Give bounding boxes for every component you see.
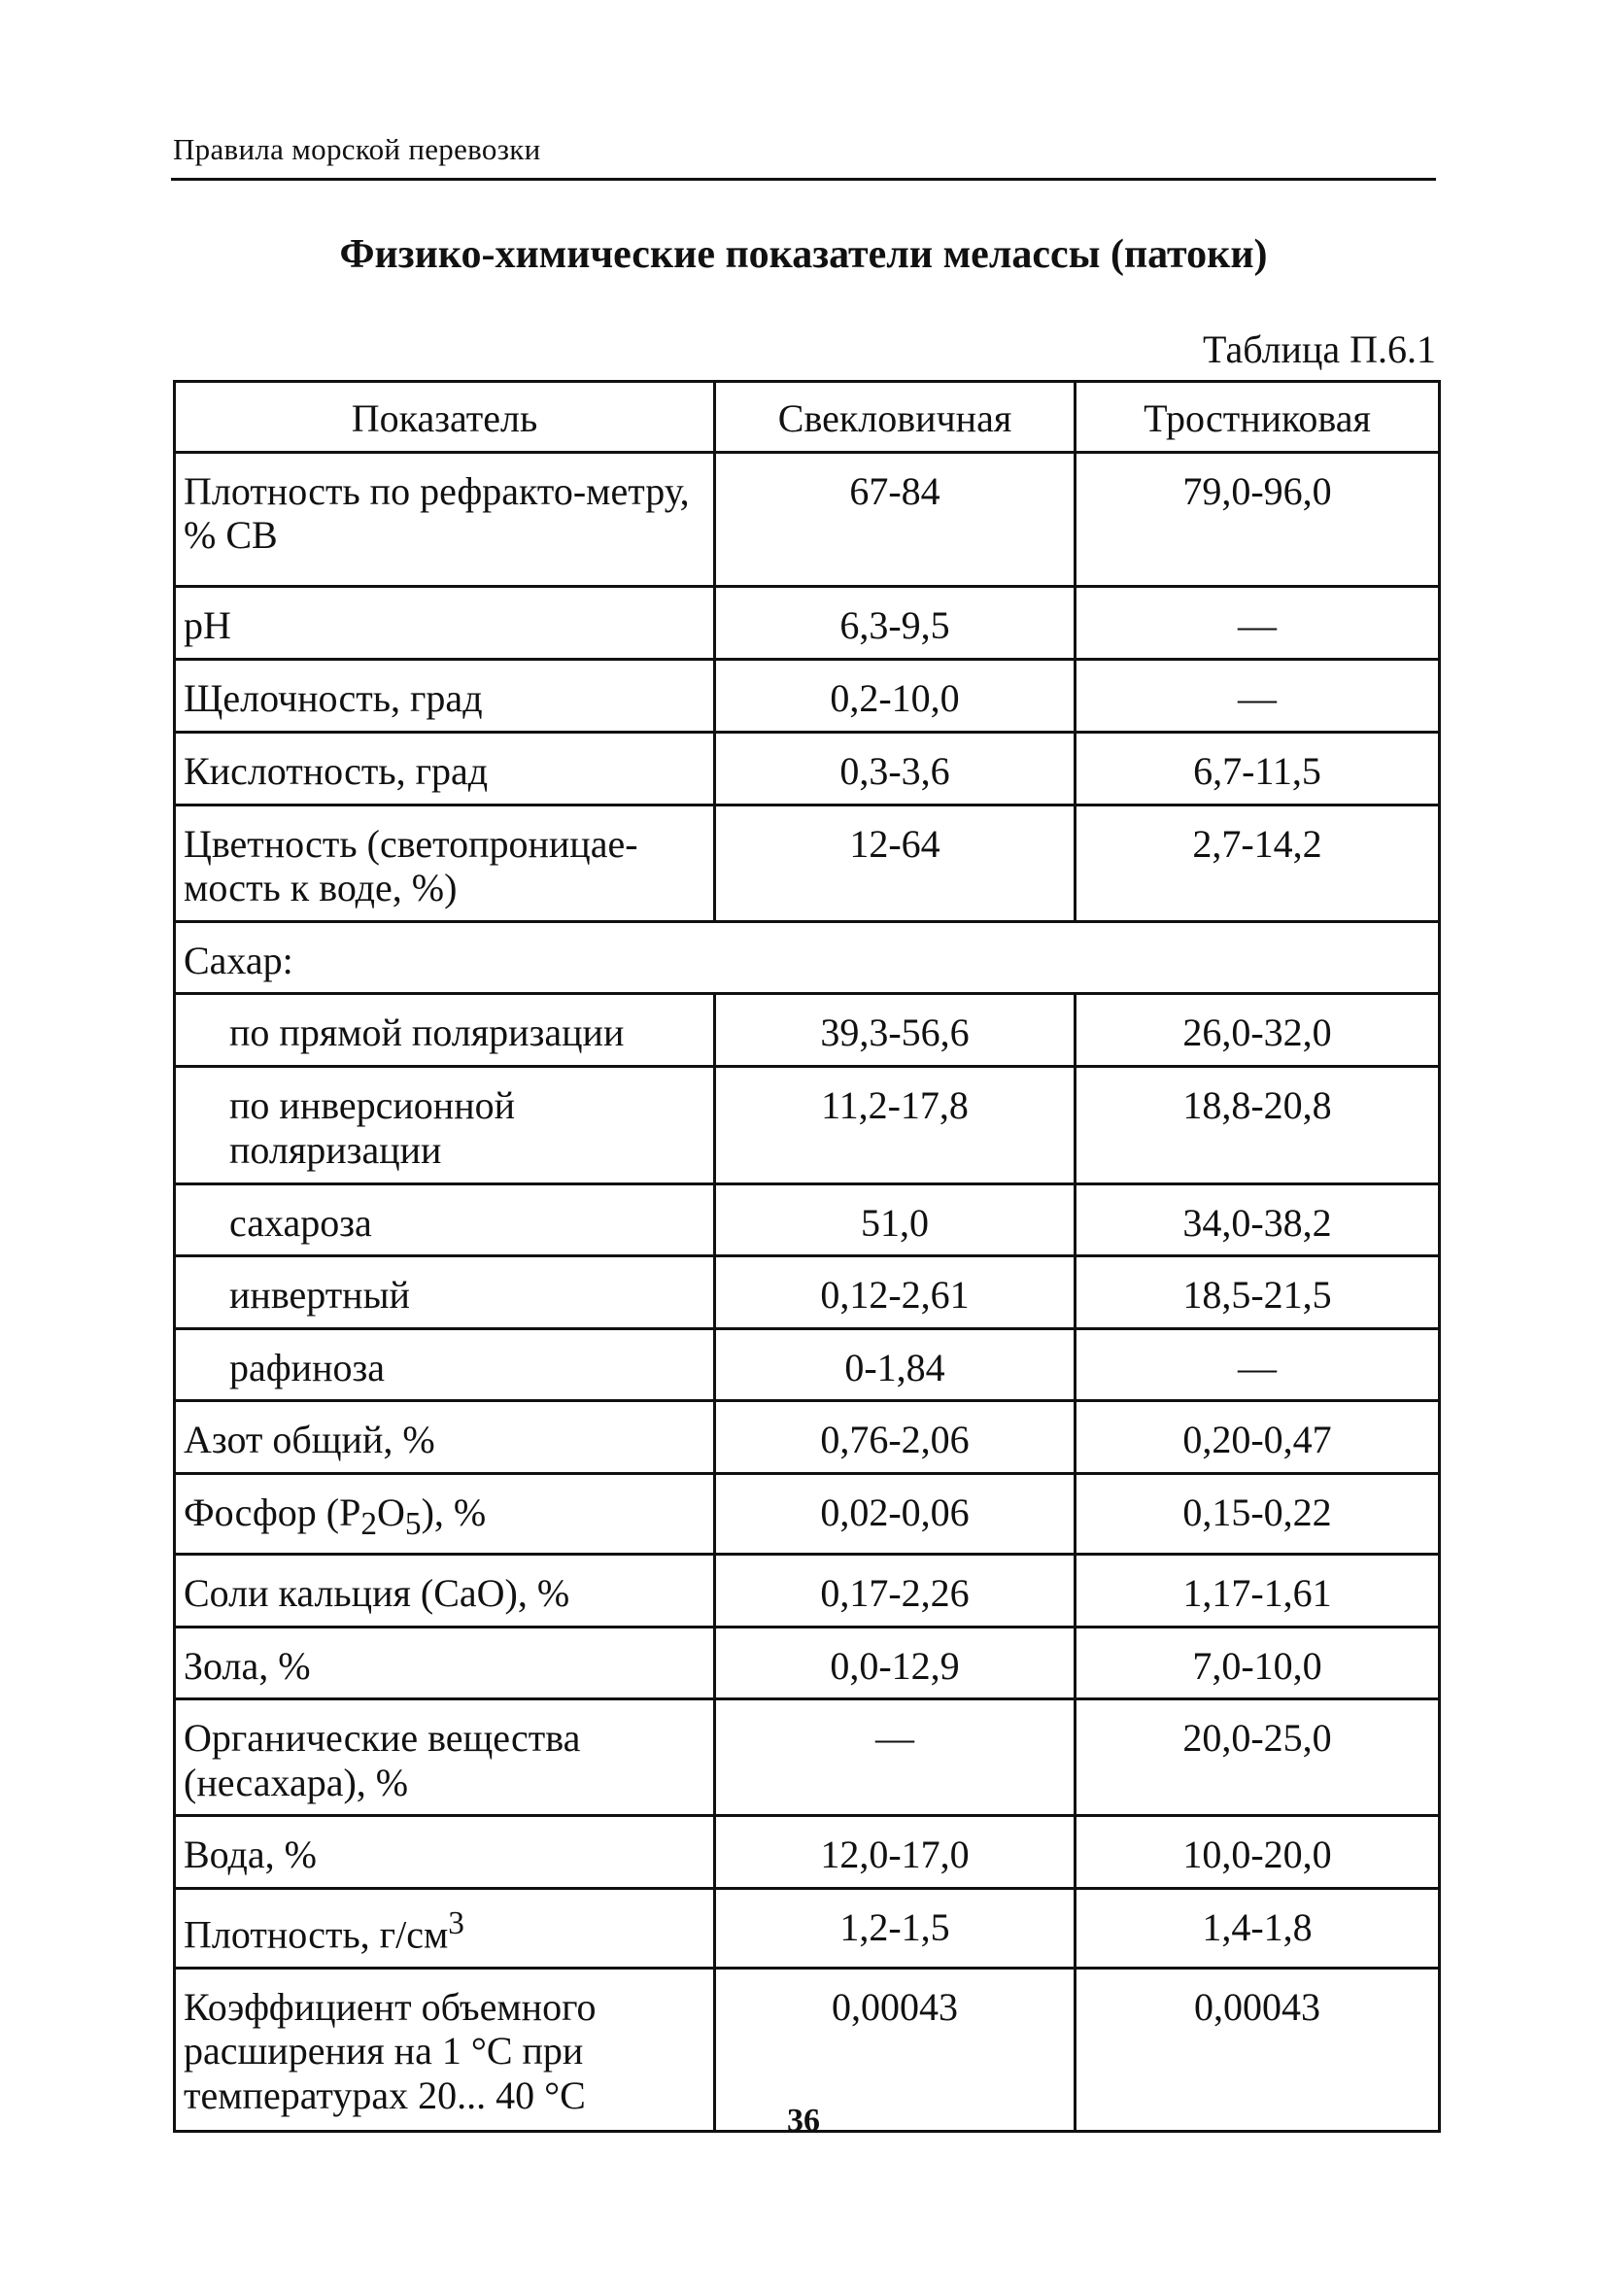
row-label-text: ), % <box>421 1490 487 1534</box>
row-label-phosphorus <box>175 1473 715 1554</box>
beet-value: 0,0-12,9 <box>715 1627 1076 1699</box>
cane-value: 18,8-20,8 <box>1076 1067 1440 1183</box>
document-title: Физико-химические показатели мелассы (патоки) <box>339 232 1268 277</box>
section-label-sugar: Сахар: <box>175 921 1440 994</box>
beet-value: 51,0 <box>715 1183 1076 1256</box>
cane-value: 7,0-10,0 <box>1076 1627 1440 1699</box>
beet-value: 1,2-1,5 <box>715 1888 1076 1968</box>
table-row <box>175 732 1440 805</box>
cane-value: 0,20-0,47 <box>1076 1401 1440 1474</box>
cane-value: 79,0-96,0 <box>1076 452 1440 586</box>
row-label-text: Плотность, г/см <box>184 1912 449 1957</box>
subscript: 2 <box>360 1505 377 1542</box>
row-label: сахароза <box>175 1183 715 1256</box>
row-label-density <box>175 1888 715 1968</box>
table-row <box>175 1627 1440 1699</box>
cane-value: 10,0-20,0 <box>1076 1816 1440 1889</box>
row-label: Азот общий, % <box>175 1401 715 1474</box>
row-label: Соли кальция (CaO), % <box>175 1554 715 1627</box>
table-row <box>175 1554 1440 1627</box>
table-row <box>175 1256 1440 1329</box>
header-divider <box>171 178 1436 181</box>
subscript: 5 <box>404 1505 422 1542</box>
beet-value: 12-64 <box>715 805 1076 921</box>
row-label: Органические вещества (несахара), % <box>175 1699 715 1816</box>
cane-value: 18,5-21,5 <box>1076 1256 1440 1329</box>
table-row <box>175 1067 1440 1183</box>
column-header-cane: Тростниковая <box>1076 382 1440 453</box>
cane-value: 26,0-32,0 <box>1076 994 1440 1067</box>
row-label: Цветность (светопроницае-мость к воде, %) <box>175 805 715 921</box>
beet-value: 0,02-0,06 <box>715 1473 1076 1554</box>
table-row <box>175 1888 1440 1968</box>
row-label: по прямой поляризации <box>175 994 715 1067</box>
superscript: 3 <box>448 1904 464 1941</box>
beet-value: 0-1,84 <box>715 1328 1076 1401</box>
cane-value: 1,4-1,8 <box>1076 1888 1440 1968</box>
cane-value: 6,7-11,5 <box>1076 732 1440 805</box>
cane-value: 0,00043 <box>1076 1968 1440 2131</box>
beet-value: 11,2-17,8 <box>715 1067 1076 1183</box>
row-label: Щелочность, град <box>175 659 715 732</box>
cane-value: 20,0-25,0 <box>1076 1699 1440 1816</box>
row-label-text: O <box>377 1490 405 1534</box>
cane-value: — <box>1076 1328 1440 1401</box>
column-header-indicator: Показатель <box>175 382 715 453</box>
cane-value: 2,7-14,2 <box>1076 805 1440 921</box>
row-label-text: Фосфор (P <box>184 1490 361 1534</box>
running-header: Правила морской перевозки <box>173 132 541 166</box>
table-row <box>175 1183 1440 1256</box>
table-header-row <box>175 382 1440 453</box>
table-row <box>175 1328 1440 1401</box>
cane-value: 34,0-38,2 <box>1076 1183 1440 1256</box>
beet-value: 0,17-2,26 <box>715 1554 1076 1627</box>
table-row <box>175 452 1440 586</box>
cane-value: — <box>1076 659 1440 732</box>
table-row <box>175 921 1440 994</box>
beet-value: 6,3-9,5 <box>715 586 1076 659</box>
cane-value: 1,17-1,61 <box>1076 1554 1440 1627</box>
row-label: Плотность по рефракто-метру, % СВ <box>175 452 715 586</box>
row-label: инвертный <box>175 1256 715 1329</box>
beet-value: 0,2-10,0 <box>715 659 1076 732</box>
row-label: Коэффициент объемного расширения на 1 °С при температурах 20... 40 °С <box>175 1968 715 2131</box>
table-row <box>175 586 1440 659</box>
beet-value: 12,0-17,0 <box>715 1816 1076 1889</box>
table-row <box>175 805 1440 921</box>
table-row <box>175 1699 1440 1816</box>
row-label: Зола, % <box>175 1627 715 1699</box>
properties-table <box>173 380 1441 2133</box>
row-label: pH <box>175 586 715 659</box>
beet-value: — <box>715 1699 1076 1816</box>
row-label: Кислотность, град <box>175 732 715 805</box>
row-label: по инверсионной поляризации <box>175 1067 715 1183</box>
table-row <box>175 1401 1440 1474</box>
row-label: рафиноза <box>175 1328 715 1401</box>
table-row <box>175 659 1440 732</box>
cane-value: 0,15-0,22 <box>1076 1473 1440 1554</box>
beet-value: 0,76-2,06 <box>715 1401 1076 1474</box>
beet-value: 0,3-3,6 <box>715 732 1076 805</box>
beet-value: 0,12-2,61 <box>715 1256 1076 1329</box>
beet-value: 39,3-56,6 <box>715 994 1076 1067</box>
cane-value: — <box>1076 586 1440 659</box>
row-label: Вода, % <box>175 1816 715 1889</box>
beet-value: 67-84 <box>715 452 1076 586</box>
column-header-beet: Свекловичная <box>715 382 1076 453</box>
table-row <box>175 1473 1440 1554</box>
table-row <box>175 994 1440 1067</box>
table-row <box>175 1816 1440 1889</box>
table-label: Таблица П.6.1 <box>1203 327 1436 371</box>
page-number: 36 <box>787 2103 820 2139</box>
beet-value: 0,00043 <box>715 1968 1076 2131</box>
